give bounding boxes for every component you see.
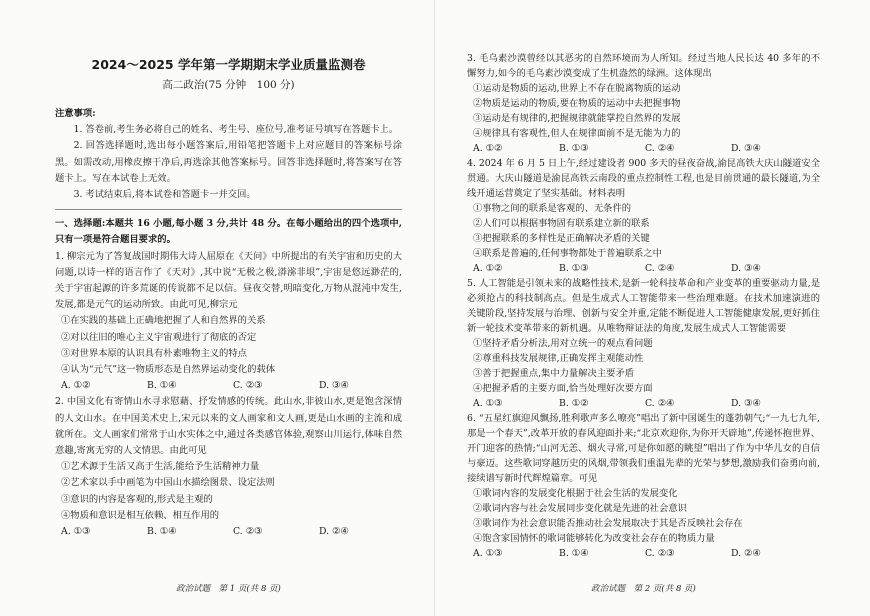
answer-choices <box>467 546 820 561</box>
answer-choice: A. ①② <box>473 143 503 154</box>
answer-choices <box>467 261 820 276</box>
answer-choice: B. ①③ <box>559 143 589 154</box>
question-stem: 2. 中国文化有寄情山水寻求慰藉、抒发情感的传统。此山水,非彼山水,更是饱含深情的人文山水。在中国美术史上,宋元以来的文人画家和文人画,更是山水画的主流和成就所在。文人画家们常常于山水实体之中,通过各类感官体验,观察山川运行,体味自然意趣,寄寓无穷的人文情思。由此可见 <box>55 396 402 457</box>
page-footer: 政治试题 第 1 页(共 8 页) <box>176 584 281 594</box>
answer-choice: B. ①④ <box>147 380 177 392</box>
question-5 <box>467 276 820 411</box>
answer-choice: A. ①③ <box>61 526 91 538</box>
notice-item: 1. 答卷前,考生务必将自己的姓名、考生号、座位号,准考证号填写在答题卡上。 <box>73 124 399 136</box>
answer-choice: A. ①② <box>61 380 91 392</box>
answer-choice: B. ①④ <box>559 548 589 559</box>
option: ②艺术家以手中画笔为中国山水描绘图景、设定法则 <box>61 477 275 489</box>
question-stem: 3. 毛乌素沙漠曾经以其恶劣的自然环境而为人所知。经过当地人民长达 40 多年的不懈努力,如今的毛乌素沙漠变成了生机盎然的绿洲。这体现出 <box>467 53 820 79</box>
answer-choices <box>467 396 820 411</box>
answer-choices <box>467 141 820 156</box>
question-stem: 6. “五星红旗迎风飘扬,胜利歌声多么嘹亮”唱出了新中国诞生的蓬勃朝气;“一九七九年,那是一个春天”,改革开放的春风迎面扑来;“北京欢迎你,为你开天辟地”,传递怀抱世界、开门迎客的热情;“山河无恙、烟火寻常,可是你如愿的眺望”唱出了作为中华儿女的自信与豪迈。这些歌词穿越历史的风烟,带领我们重温先辈的光荣与梦想,激励我们奋勇向前,接续谱写新时代辉煌篇章。可见 <box>467 413 820 484</box>
page-fold-line <box>434 0 435 616</box>
option: ④物质和意识是相互依赖、相互作用的 <box>61 509 220 521</box>
question-stem: 5. 人工智能是引领未来的战略性技术,是新一轮科技革命和产业变革的重要驱动力量,是必须抢占的科技制高点。但是生成式人工智能带来一些治理难题。在技术加速演进的关键阶段,坚持发展与治理、创新与安全并重,定能不断促进人工智能健康发展,更好抓住新一轮技术变革带来的新机遇。从唯物辩证法的角度,发展生成式人工智能需要 <box>467 278 820 334</box>
question-1 <box>55 249 402 395</box>
notice-item: 2. 回答选择题时,选出每小题答案后,用铅笔把答题卡上对应题目的答案标号涂黑。如需改动,用橡皮擦干净后,再选涂其他答案标号。回答非选择题时,将答案写在答题卡上。写在本试卷上无效。 <box>55 140 402 184</box>
answer-choice: A. ①③ <box>473 398 503 409</box>
option: ③歌词作为社会意识能否推动社会发展取决于其是否反映社会存在 <box>473 518 743 529</box>
left-page-body <box>55 106 402 540</box>
answer-choice: D. ②④ <box>731 548 761 559</box>
option: ①坚持矛盾分析法,用对立统一的观点看问题 <box>473 338 653 349</box>
question-stem: 1. 柳宗元为了答复战国时期伟大诗人屈原在《天问》中所提出的有关宇宙和历史的大问题,以诗一样的语言作了《天对》,其中说“无极之极,漭㳽非垠”,宇宙是悠远渺茫的,关于宇宙起源的许多荒诞的传说都不足以信。昼夜交替,明暗变化,万物从混沌中发生,发展,都是元气的运动所致。由此可见,柳宗元 <box>55 250 402 311</box>
option: ④联系是普遍的,任何事物都处于普遍联系之中 <box>473 248 662 259</box>
option: ②歌词内容与社会发展同步变化就是先进的社会意识 <box>473 503 687 514</box>
answer-choice: D. ②④ <box>319 526 349 538</box>
question-3 <box>467 51 820 156</box>
option: ①歌词内容的发展变化根据于社会生活的发展变化 <box>473 488 678 499</box>
page-footer: 政治试题 第 2 页(共 8 页) <box>591 584 696 594</box>
answer-choice: C. ②③ <box>233 380 263 392</box>
option: ①运动是物质的运动,世界上不存在脱离物质的运动 <box>473 83 681 94</box>
option: ③把握联系的多样性是正确解决矛盾的关键 <box>473 233 650 244</box>
option: ③意识的内容是客观的,形式是主观的 <box>61 493 213 505</box>
option: ②对以往旧的唯心主义宇宙观进行了彻底的否定 <box>61 331 257 343</box>
answer-choice: D. ③④ <box>731 398 761 409</box>
section-heading: 一、选择题:本题共 16 小题,每小题 3 分,共计 48 分。在每小题给出的四个选项中,只有一项是符合题目要求的。 <box>55 218 402 246</box>
question-stem: 4. 2024 年 6 月 5 日上午,经过建设者 900 多天的昼夜奋战,渝昆高铁大庆山隧道安全贯通。大庆山隧道是渝昆高铁云南段的重点控制性工程,也是目前贯通的最长隧道,为全线开通运营奠定了坚实基础。材料表明 <box>467 158 820 199</box>
left-page <box>55 0 402 616</box>
question-6 <box>467 411 820 561</box>
option: ③对世界本原的认识具有朴素唯物主义的特点 <box>61 347 247 359</box>
notice-heading: 注意事项: <box>55 108 96 119</box>
option: ③善于把握重点,集中力量解决主要矛盾 <box>473 368 635 379</box>
answer-choice: B. ①② <box>559 398 589 409</box>
answer-choice: C. ②④ <box>645 398 675 409</box>
answer-choice: C. ②④ <box>645 263 675 274</box>
question-2 <box>55 394 402 540</box>
option: ②物质是运动的物质,要在物质的运动中去把握事物 <box>473 98 681 109</box>
answer-choice: D. ③④ <box>731 143 761 154</box>
exam-subtitle: 高二政治(75 分钟 100 分) <box>162 79 295 91</box>
horizontal-divider <box>55 209 402 210</box>
exam-title: 2024～2025 学年第一学期期末学业质量监测卷 <box>91 57 366 72</box>
answer-choice: B. ①④ <box>147 526 177 538</box>
question-4 <box>467 156 820 276</box>
answer-choice: C. ②④ <box>645 143 675 154</box>
answer-choice: D. ③④ <box>731 263 761 274</box>
option: ①事物之间的联系是客观的、无条件的 <box>473 203 632 214</box>
answer-choice: C. ②③ <box>233 526 263 538</box>
answer-choice: C. ②③ <box>645 548 675 559</box>
option: ①艺术源于生活又高于生活,能给予生活精神力量 <box>61 461 260 473</box>
option: ④饱含家国情怀的歌词能够转化为改变社会存在的物质力量 <box>473 533 715 544</box>
right-page-body <box>467 0 820 561</box>
option: ②人们可以根据事物固有联系建立新的联系 <box>473 218 650 229</box>
answer-choice: A. ①② <box>473 263 503 274</box>
option: ④规律具有客观性,但人在规律面前不是无能为力的 <box>473 128 681 139</box>
answer-choices <box>55 378 402 394</box>
option: ④认为“元气”这一物质形态是自然界运动变化的载体 <box>61 364 276 376</box>
option: ③运动是有规律的,把握规律就能掌控自然界的发展 <box>473 113 681 124</box>
option: ①在实践的基础上正确地把握了人和自然界的关系 <box>61 315 266 327</box>
answer-choices <box>55 524 402 540</box>
option: ④把握矛盾的主要方面,恰当处理好次要方面 <box>473 383 653 394</box>
answer-choice: B. ①③ <box>559 263 589 274</box>
option: ②尊重科技发展规律,正确发挥主观能动性 <box>473 353 644 364</box>
notice-item: 3. 考试结束后,将本试卷和答题卡一并交回。 <box>73 189 256 201</box>
answer-choice: A. ①③ <box>473 548 503 559</box>
answer-choice: D. ③④ <box>319 380 349 392</box>
right-page <box>467 0 820 616</box>
